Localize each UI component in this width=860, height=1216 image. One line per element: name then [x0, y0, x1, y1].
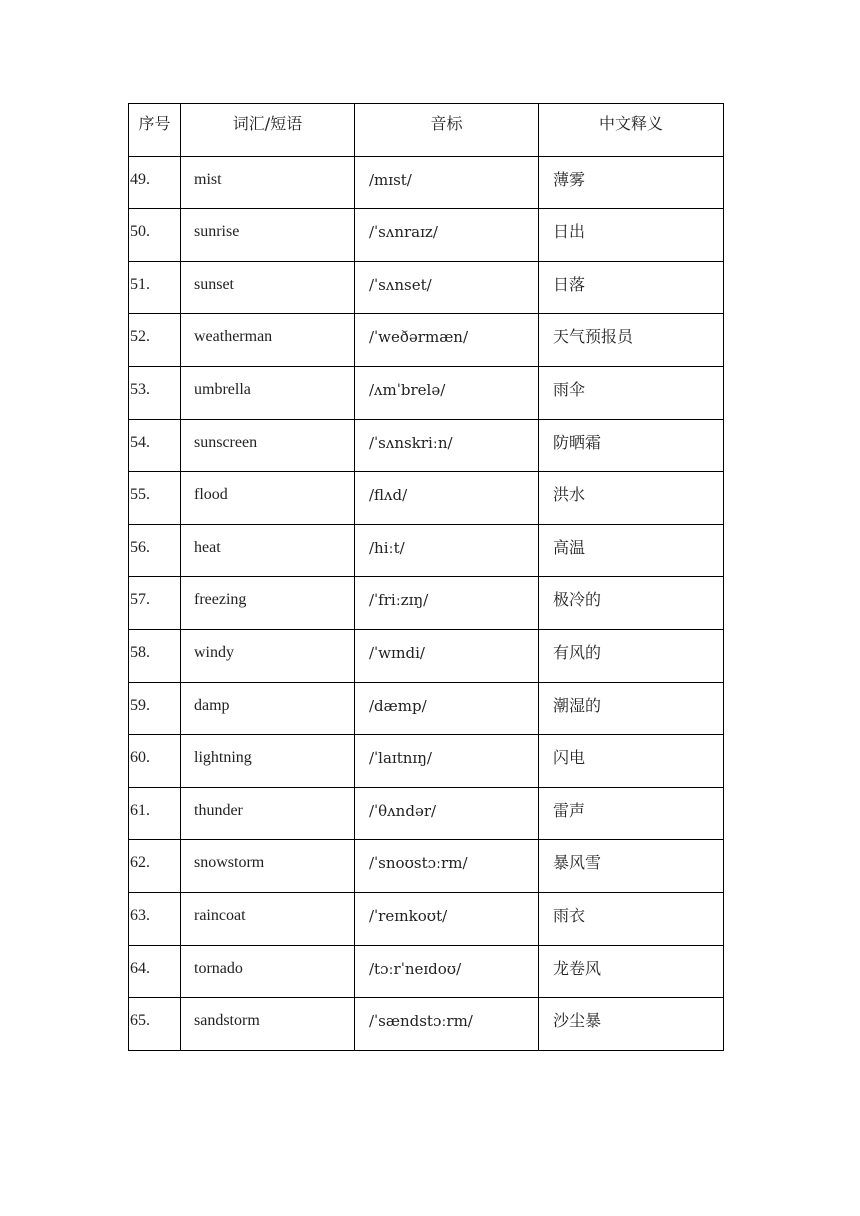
row-number: 61. — [129, 787, 181, 840]
row-phonetic: /flʌd/ — [355, 472, 539, 525]
row-word: sunscreen — [181, 419, 355, 472]
table-row — [129, 787, 724, 840]
row-word: sunrise — [181, 209, 355, 262]
table-row — [129, 998, 724, 1051]
row-phonetic: /ˈlaɪtnɪŋ/ — [355, 735, 539, 788]
row-word: snowstorm — [181, 840, 355, 893]
row-phonetic: /ˈsʌnskriːn/ — [355, 419, 539, 472]
row-chinese-meaning: 雨衣 — [539, 892, 724, 945]
row-number: 49. — [129, 156, 181, 209]
row-number: 55. — [129, 472, 181, 525]
header-word: 词汇/短语 — [181, 104, 355, 157]
row-number: 58. — [129, 629, 181, 682]
row-word: mist — [181, 156, 355, 209]
row-chinese-meaning: 龙卷风 — [539, 945, 724, 998]
row-chinese-meaning: 天气预报员 — [539, 314, 724, 367]
row-phonetic: /mɪst/ — [355, 156, 539, 209]
table-row — [129, 629, 724, 682]
row-word: windy — [181, 629, 355, 682]
row-chinese-meaning: 薄雾 — [539, 156, 724, 209]
row-word: sandstorm — [181, 998, 355, 1051]
header-phonetic: 音标 — [355, 104, 539, 157]
row-phonetic: /ʌmˈbrelə/ — [355, 366, 539, 419]
row-phonetic: /dæmp/ — [355, 682, 539, 735]
table-header-row — [129, 104, 724, 157]
row-phonetic: /ˈsʌnraɪz/ — [355, 209, 539, 262]
row-phonetic: /hiːt/ — [355, 524, 539, 577]
row-word: tornado — [181, 945, 355, 998]
row-number: 60. — [129, 735, 181, 788]
row-number: 57. — [129, 577, 181, 630]
row-number: 51. — [129, 261, 181, 314]
row-phonetic: /ˈsnoʊstɔːrm/ — [355, 840, 539, 893]
row-number: 65. — [129, 998, 181, 1051]
table-row — [129, 419, 724, 472]
row-chinese-meaning: 潮湿的 — [539, 682, 724, 735]
row-chinese-meaning: 高温 — [539, 524, 724, 577]
table-row — [129, 840, 724, 893]
row-number: 53. — [129, 366, 181, 419]
row-word: heat — [181, 524, 355, 577]
row-phonetic: /tɔːrˈneɪdoʊ/ — [355, 945, 539, 998]
row-number: 63. — [129, 892, 181, 945]
row-word: freezing — [181, 577, 355, 630]
row-chinese-meaning: 极冷的 — [539, 577, 724, 630]
table-row — [129, 314, 724, 367]
row-phonetic: /ˈweðərmæn/ — [355, 314, 539, 367]
row-phonetic: /ˈreɪnkoʊt/ — [355, 892, 539, 945]
vocabulary-table — [128, 103, 724, 1051]
row-word: weatherman — [181, 314, 355, 367]
row-phonetic: /ˈfriːzɪŋ/ — [355, 577, 539, 630]
row-chinese-meaning: 日出 — [539, 209, 724, 262]
row-word: damp — [181, 682, 355, 735]
table-row — [129, 682, 724, 735]
table-row — [129, 472, 724, 525]
table-row — [129, 735, 724, 788]
row-number: 52. — [129, 314, 181, 367]
row-phonetic: /ˈwɪndi/ — [355, 629, 539, 682]
row-chinese-meaning: 日落 — [539, 261, 724, 314]
table-row — [129, 577, 724, 630]
row-chinese-meaning: 有风的 — [539, 629, 724, 682]
row-word: umbrella — [181, 366, 355, 419]
row-phonetic: /ˈθʌndər/ — [355, 787, 539, 840]
row-chinese-meaning: 闪电 — [539, 735, 724, 788]
row-chinese-meaning: 雨伞 — [539, 366, 724, 419]
row-word: sunset — [181, 261, 355, 314]
table-row — [129, 892, 724, 945]
row-number: 56. — [129, 524, 181, 577]
row-number: 59. — [129, 682, 181, 735]
row-chinese-meaning: 防晒霜 — [539, 419, 724, 472]
row-word: thunder — [181, 787, 355, 840]
table-row — [129, 156, 724, 209]
row-number: 62. — [129, 840, 181, 893]
header-chinese-meaning: 中文释义 — [539, 104, 724, 157]
table-row — [129, 366, 724, 419]
row-chinese-meaning: 雷声 — [539, 787, 724, 840]
row-number: 64. — [129, 945, 181, 998]
header-number: 序号 — [129, 104, 181, 157]
row-number: 54. — [129, 419, 181, 472]
row-chinese-meaning: 沙尘暴 — [539, 998, 724, 1051]
table-row — [129, 524, 724, 577]
table-row — [129, 261, 724, 314]
row-chinese-meaning: 洪水 — [539, 472, 724, 525]
table-row — [129, 209, 724, 262]
table-row — [129, 945, 724, 998]
row-word: flood — [181, 472, 355, 525]
row-phonetic: /ˈsændstɔːrm/ — [355, 998, 539, 1051]
row-word: lightning — [181, 735, 355, 788]
row-phonetic: /ˈsʌnset/ — [355, 261, 539, 314]
row-word: raincoat — [181, 892, 355, 945]
row-number: 50. — [129, 209, 181, 262]
row-chinese-meaning: 暴风雪 — [539, 840, 724, 893]
